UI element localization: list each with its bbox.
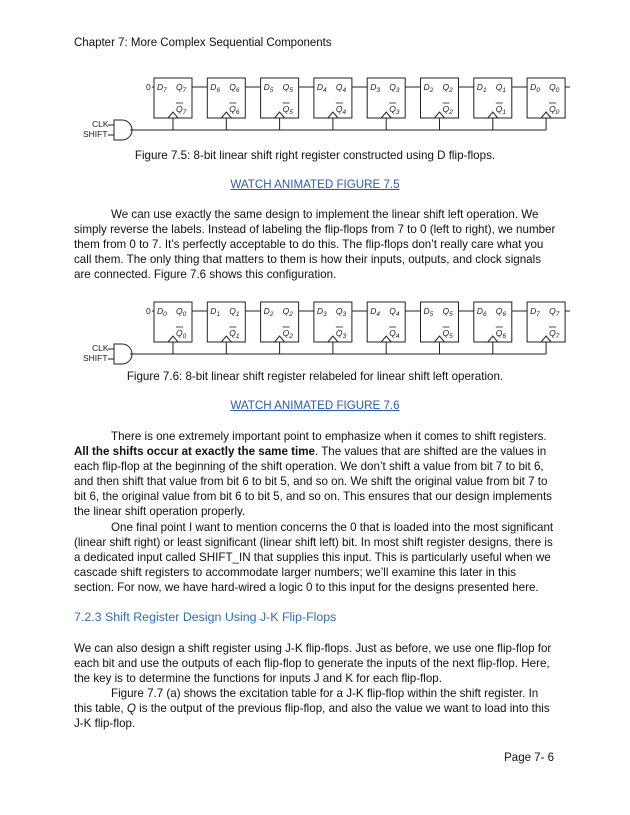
fig75-ff-d-5: $D_2$ bbox=[423, 82, 434, 94]
fig76-ff-qn-0: $Q_0$ bbox=[176, 328, 187, 340]
fig75-ff-q-5: $Q_2$ bbox=[442, 82, 453, 94]
fig75-clk-label: CLK bbox=[92, 119, 109, 129]
figure-7-5-caption: Figure 7.5: 8-bit linear shift right register constructed using D flip-flops. bbox=[134, 149, 496, 162]
page-header: Chapter 7: More Complex Sequential Components bbox=[74, 37, 332, 49]
figure-7-5-diagram bbox=[70, 72, 570, 142]
fig75-flip-flop-4 bbox=[367, 78, 420, 130]
paragraph-5-b: is the output of the previous flip-flop, and also the value we want to load into this J-K flip-flop. bbox=[74, 702, 550, 731]
paragraph-4-text: We can also design a shift register using J-K flip-flops. Just as before, we use one flip-flop for each bit and use the outputs of each flip-flop to generate the inputs of the next flip-flop. Here, the key is to determine the functions for inputs J and K for each flip-flop. bbox=[74, 642, 552, 686]
fig75-ff-d-2: $D_5$ bbox=[263, 82, 274, 94]
paragraph-5-a: Figure 7.7 (a) shows the excitation table for a J-K flip-flop within the shift register. In this table, bbox=[74, 687, 539, 716]
fig75-ff-qn-6: $Q_1$ bbox=[495, 104, 507, 116]
fig75-ff-q-1: $Q_6$ bbox=[229, 82, 240, 94]
fig76-flip-flop-3 bbox=[314, 302, 367, 354]
paragraph-4 bbox=[74, 641, 558, 732]
fig75-flip-flop-0 bbox=[154, 78, 207, 130]
paragraph-1-text: We can use exactly the same design to implement the linear shift left operation. We simply reverse the labels. Instead of labeling the flip-flops from 7 to 0 (left to right), we number them from 0 to 7. It’s perfectly acceptable to do this. The flip-flops don’t really care what you call them. The only thing that matters to them is how their inputs, outputs, and clock signals are connected. Figure 7.6 shows this configuration. bbox=[74, 208, 556, 282]
fig76-ff-q-2: $Q_2$ bbox=[282, 306, 293, 318]
fig75-ff-q-7: $Q_0$ bbox=[549, 82, 560, 94]
fig76-flip-flop-7 bbox=[527, 302, 570, 354]
fig76-ff-q-1: $Q_1$ bbox=[229, 306, 240, 318]
paragraph-2-lead: There is one extremely important point to emphasize when it comes to shift registers. bbox=[111, 430, 547, 443]
section-heading: 7.2.3 Shift Register Design Using J-K Flip-Flops bbox=[74, 610, 337, 624]
fig75-ff-qn-4: $Q_3$ bbox=[389, 104, 400, 116]
fig76-ff-d-3: $D_3$ bbox=[316, 306, 327, 318]
fig75-ff-qn-5: $Q_2$ bbox=[442, 104, 453, 116]
fig76-ff-q-3: $Q_3$ bbox=[335, 306, 347, 318]
fig75-ff-qn-2: $Q_5$ bbox=[282, 104, 293, 116]
fig75-flip-flop-3 bbox=[314, 78, 367, 130]
page-number: Page 7- 6 bbox=[504, 752, 554, 764]
fig76-and-gate bbox=[114, 344, 132, 364]
paragraph-2-rest: . The values that are shifted are the values in each flip-flop at the beginning of the shift operation. We don’t shift a value from bit 7 to bit 6, and then shift that value from bit 6 to bit 5, and so on. We shift the original value from bit 7 to bit 6, the original value from bit 6 to bit 5, and so on. This ensures that our design implements the linear shift operation properly. bbox=[74, 445, 552, 519]
fig75-shift-label: SHIFT bbox=[83, 129, 108, 139]
fig75-ff-d-7: $D_0$ bbox=[530, 82, 540, 94]
fig75-ff-qn-3: $Q_4$ bbox=[335, 104, 347, 116]
fig75-zero-input: 0 bbox=[146, 82, 151, 92]
fig76-flip-flop-0 bbox=[154, 302, 207, 354]
fig75-ff-qn-0: $Q_7$ bbox=[176, 104, 187, 116]
fig76-ff-d-4: $D_4$ bbox=[370, 306, 380, 318]
fig76-shift-label: SHIFT bbox=[83, 353, 108, 363]
fig75-ff-d-3: $D_4$ bbox=[316, 82, 327, 94]
fig76-ff-d-2: $D_2$ bbox=[263, 306, 274, 318]
fig75-ff-q-0: $Q_7$ bbox=[176, 82, 187, 94]
paragraph-2 bbox=[74, 429, 558, 595]
figure-7-5-link[interactable]: WATCH ANIMATED FIGURE 7.5 bbox=[230, 178, 400, 191]
fig76-clk-label: CLK bbox=[92, 343, 109, 353]
fig75-flip-flop-5 bbox=[421, 78, 474, 130]
fig75-flip-flop-7 bbox=[527, 78, 570, 130]
paragraph-2-text bbox=[74, 429, 558, 520]
fig75-ff-d-6: $D_1$ bbox=[476, 82, 487, 94]
fig76-zero-input: 0 bbox=[146, 306, 151, 316]
fig76-ff-d-6: $D_6$ bbox=[476, 306, 487, 318]
fig76-ff-q-5: $Q_5$ bbox=[442, 306, 453, 318]
fig76-ff-d-5: $D_5$ bbox=[423, 306, 434, 318]
fig76-ff-qn-5: $Q_5$ bbox=[442, 328, 453, 340]
fig75-ff-q-2: $Q_5$ bbox=[282, 82, 293, 94]
fig75-ff-d-0: $D_7$ bbox=[157, 82, 167, 94]
fig75-ff-qn-1: $Q_6$ bbox=[229, 104, 240, 116]
paragraph-1 bbox=[74, 207, 558, 282]
fig76-ff-qn-4: $Q_4$ bbox=[389, 328, 400, 340]
figure-7-6-link[interactable]: WATCH ANIMATED FIGURE 7.6 bbox=[230, 399, 400, 412]
fig76-ff-q-4: $Q_4$ bbox=[389, 306, 400, 318]
fig76-ff-d-7: $D_7$ bbox=[530, 306, 540, 318]
fig75-ff-d-1: $D_6$ bbox=[210, 82, 221, 94]
fig76-flip-flop-6 bbox=[474, 302, 527, 354]
fig76-ff-d-1: $D_1$ bbox=[210, 306, 221, 318]
fig76-ff-qn-6: $Q_6$ bbox=[495, 328, 507, 340]
fig76-ff-qn-3: $Q_3$ bbox=[335, 328, 347, 340]
fig76-ff-qn-2: $Q_2$ bbox=[282, 328, 293, 340]
paragraph-5-q: Q bbox=[126, 702, 136, 716]
figure-7-6-caption: Figure 7.6: 8-bit linear shift register relabeled for linear shift left operation. bbox=[126, 370, 504, 383]
fig75-flip-flop-1 bbox=[207, 78, 260, 130]
fig76-ff-d-0: $D_0$ bbox=[157, 306, 167, 318]
fig76-ff-q-0: $Q_0$ bbox=[176, 306, 187, 318]
paragraph-5-text bbox=[74, 686, 558, 731]
fig76-ff-qn-1: $Q_1$ bbox=[229, 328, 240, 340]
fig76-flip-flop-2 bbox=[261, 302, 314, 354]
paragraph-3-text: One final point I want to mention concerns the 0 that is loaded into the most significant (linear shift right) or least significant (linear shift left) bit. In most shift register designs, there is a dedicated input called SHIFT_IN that supplies this input. This is particularly useful when we cascade shift registers to accommodate larger numbers; we’ll examine this later in this section. For now, we have hard-wired a logic 0 to this input for the designs presented here. bbox=[74, 520, 554, 594]
paragraph-2-bold: All the shifts occur at exactly the same time bbox=[74, 445, 315, 459]
fig75-ff-q-3: $Q_4$ bbox=[335, 82, 347, 94]
fig76-ff-q-6: $Q_6$ bbox=[495, 306, 507, 318]
fig75-flip-flop-6 bbox=[474, 78, 527, 130]
fig76-ff-qn-7: $Q_7$ bbox=[549, 328, 560, 340]
fig76-flip-flop-5 bbox=[421, 302, 474, 354]
fig75-ff-q-6: $Q_1$ bbox=[495, 82, 507, 94]
fig75-and-gate bbox=[114, 120, 132, 140]
fig75-ff-qn-7: $Q_0$ bbox=[549, 104, 560, 116]
fig76-ff-q-7: $Q_7$ bbox=[549, 306, 560, 318]
figure-7-6-diagram bbox=[70, 296, 570, 366]
fig76-flip-flop-1 bbox=[207, 302, 260, 354]
fig75-flip-flop-2 bbox=[261, 78, 314, 130]
fig75-ff-q-4: $Q_3$ bbox=[389, 82, 400, 94]
fig76-flip-flop-4 bbox=[367, 302, 420, 354]
fig75-ff-d-4: $D_3$ bbox=[370, 82, 380, 94]
